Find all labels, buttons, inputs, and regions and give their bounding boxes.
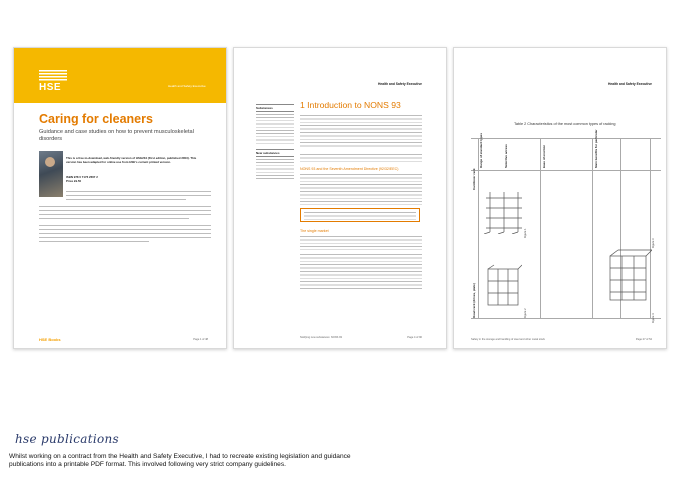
cover-page-number: Page 1 of 48: [193, 338, 208, 341]
table-col-rule: [592, 138, 593, 318]
paragraph-lines: [300, 254, 422, 291]
hse-books-label: HSE Books: [39, 337, 61, 342]
table-header-access: Selective access: [504, 144, 508, 168]
table-row-rule: [471, 170, 661, 171]
sidebar-text-lines: [256, 159, 294, 181]
page3-header: Health and Safety Executive: [608, 82, 652, 86]
page2-callout-box: [300, 208, 420, 222]
paragraph-lines: [300, 174, 422, 205]
figure-4-label: Figure 4: [652, 313, 655, 323]
cantilever-rack-figure: [484, 188, 522, 234]
road-rack-figure: [484, 263, 522, 309]
text-line: [66, 199, 186, 200]
figure-3-label: Figure 3: [652, 238, 655, 248]
table-header-uses: Main benefits for particular: [594, 129, 598, 168]
page2-header: Health and Safety Executive: [378, 82, 422, 86]
figure-2-label: Figure 2: [524, 308, 527, 318]
page2-footer: Notifying new substances: NONS 93: [300, 336, 342, 339]
text-line: [39, 225, 211, 226]
cover-title: Caring for cleaners: [39, 112, 153, 126]
page2-sidebar: [256, 104, 294, 181]
mobile-racking-figure: [604, 248, 652, 308]
paragraph-lines: [300, 154, 422, 164]
text-line: [66, 195, 211, 196]
hse-logo-lines-icon: [39, 70, 67, 82]
text-line: [39, 206, 211, 207]
cover-edition-note: This is a free-to-download, web-friendly version of HSG234 (First edition, published 2003). This version has been adapted for online use from HSE's current printed version.: [66, 156, 197, 164]
text-line: [39, 210, 211, 211]
sidebar-title-new-substances: New substances: [256, 149, 294, 157]
table-header-ease: Ease of erection: [542, 144, 546, 168]
hse-logo-text: HSE: [39, 82, 62, 93]
page2-heading-nons: NONS 93 and the Seventh Amendment Directive (92/32/EEC): [300, 167, 399, 171]
table-page-thumbnail: [453, 47, 667, 349]
text-line: [39, 229, 211, 230]
cover-band-text: Health and Safety Executive: [168, 84, 206, 88]
page2-title: 1 Introduction to NONS 93: [300, 100, 401, 110]
cover-page-thumbnail: [13, 47, 227, 349]
text-line: [39, 241, 149, 242]
table-col-rule: [540, 138, 541, 318]
table-row-rule: [471, 138, 661, 139]
text-line: [39, 214, 211, 215]
page3-table-caption: Table 2 Characteristics of the most common types of racking: [514, 122, 616, 126]
cover-isbn: [66, 176, 98, 183]
cover-price: Price £9.50: [66, 178, 82, 183]
hse-logo: [39, 70, 67, 94]
page3-footer: Safety in the storage and handling of steel and other metal stock: [471, 338, 545, 341]
table-row-road-rack: Road rack (drives, plate): [472, 283, 476, 318]
portfolio-caption: Whilst working on a contract from the Health and Safety Executive, I had to recreate existing legislation and guidance publications into a printable PDF format. This involved following very strict company guidelines.: [9, 453, 351, 469]
cover-subtitle: Guidance and case studies on how to prevent musculoskeletal disorders: [39, 129, 194, 142]
hse-publications-logo: hse publications: [15, 432, 120, 446]
sidebar-text-lines: [256, 114, 294, 146]
table-row-rule: [471, 318, 661, 319]
page2-page-number: Page 4 of 90: [407, 336, 422, 339]
figure-1-label: Figure 1: [524, 228, 527, 238]
paragraph-lines: [300, 236, 422, 250]
text-line: [66, 191, 211, 192]
text-line: [39, 218, 189, 219]
sidebar-title-substances: Substances: [256, 104, 294, 112]
intro-page-thumbnail: [233, 47, 447, 349]
paragraph-lines: [300, 115, 422, 149]
text-line: [39, 237, 211, 238]
callout-lines: [304, 212, 416, 220]
page2-heading-single-market: The single market: [300, 229, 329, 233]
table-header-range: Range of standard types: [479, 132, 483, 168]
cover-photo: [39, 151, 63, 197]
page3-page-number: Page 27 of 54: [635, 338, 652, 341]
text-line: [39, 233, 211, 234]
table-row-cantilever: Cantilever rack: [472, 168, 476, 190]
cover-isbn-number: ISBN 978 0 7176 2667 2: [66, 175, 98, 179]
